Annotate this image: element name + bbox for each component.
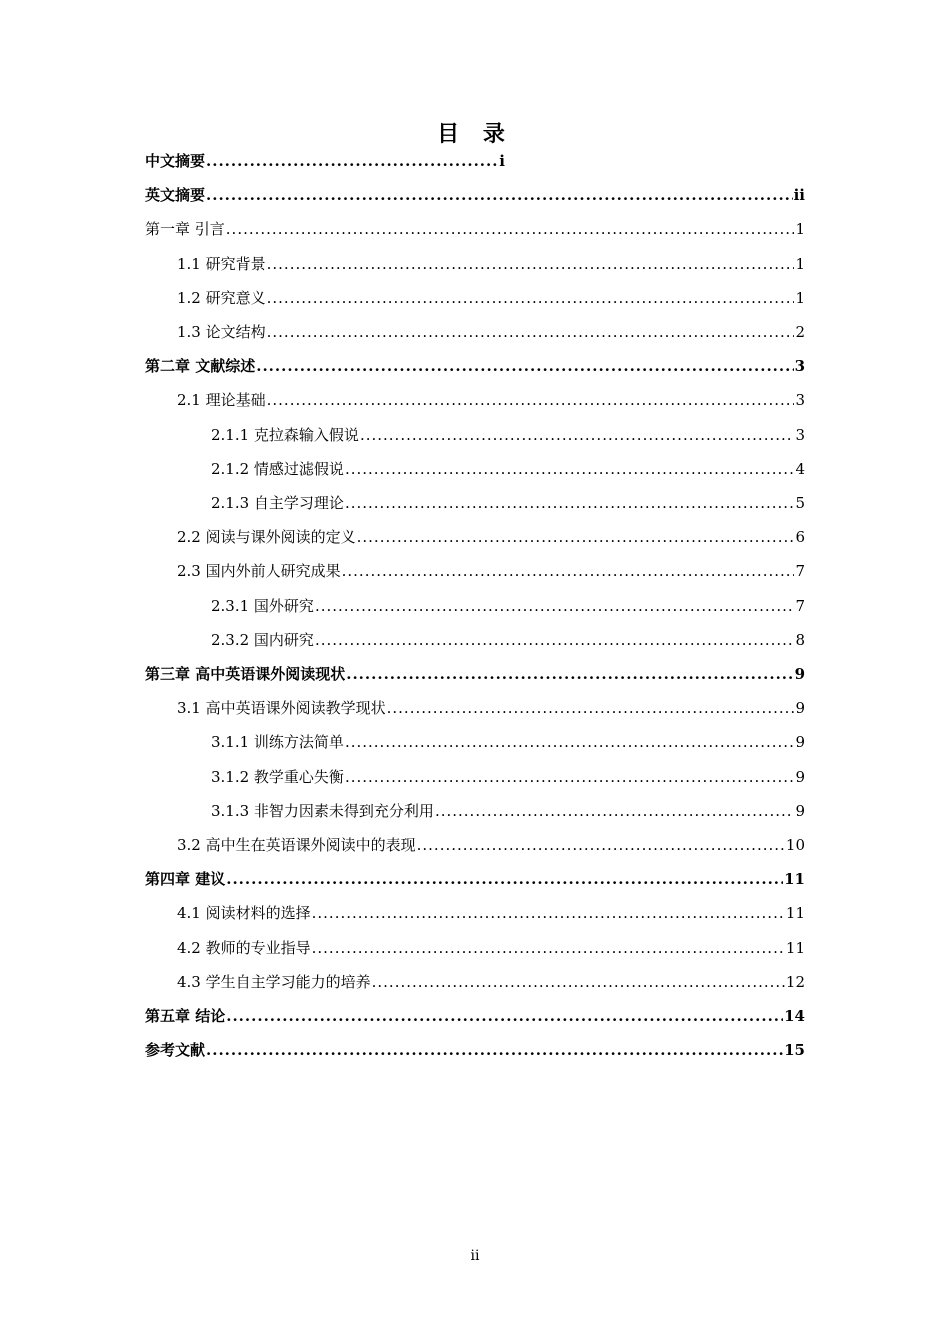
toc-dot-leader [312,902,785,924]
toc-entry-page: 1 [795,254,805,273]
toc-entry-page: 3 [795,425,805,444]
toc-entry[interactable] [145,355,805,377]
toc-entry-page: 4 [795,459,805,478]
toc-entry-label: 第一章 引言 [145,220,225,239]
toc-entry-label: 2.2 阅读与课外阅读的定义 [177,528,356,547]
toc-entry-label: 第三章 高中英语课外阅读现状 [145,665,346,683]
toc-entry-page: 6 [795,528,805,547]
toc-entry-page: 7 [795,596,805,615]
toc-dot-leader [360,424,795,446]
toc-entry-page: 14 [784,1007,805,1025]
toc-entry-label: 第五章 结论 [145,1007,226,1025]
footer-page-number: ii [470,1248,480,1264]
toc-entry-page: 11 [784,870,805,889]
toc-dot-leader [226,868,783,890]
toc-entry[interactable] [211,595,805,617]
toc-dot-leader [267,253,795,275]
toc-entry[interactable] [211,731,805,753]
toc-dot-leader [345,766,795,788]
toc-dot-leader [226,218,795,240]
toc-entry-page: 11 [785,904,805,923]
toc-entry-page: 9 [795,699,805,718]
toc-dot-leader [345,458,795,480]
toc-dot-leader [267,287,795,309]
toc-dot-leader [345,492,795,514]
toc-entry-label: 3.1.1 训练方法简单 [211,733,344,752]
toc-entry-label: 2.1 理论基础 [177,391,266,410]
toc-entry-page: 8 [795,630,805,649]
toc-entry-label: 第二章 文献综述 [145,357,256,376]
toc-dot-leader [357,526,795,548]
toc-entry-page: 11 [785,938,805,957]
toc-entry-label: 2.1.3 自主学习理论 [211,494,344,512]
toc-entry[interactable] [211,800,805,822]
toc-entry[interactable] [177,971,805,993]
toc-entry-page: 2 [795,323,805,341]
toc-dot-leader [387,697,795,719]
toc-dot-leader [345,731,795,753]
toc-entry-page: 9 [795,733,805,752]
toc-entry[interactable] [211,766,805,788]
toc-entry[interactable] [177,902,805,924]
toc-entry[interactable] [145,1039,805,1061]
toc-entry-page: 3 [795,391,805,410]
toc-entry[interactable] [177,287,805,309]
toc-entry-label: 3.1.3 非智力因素未得到充分利用 [211,801,434,820]
toc-entry[interactable] [145,184,805,206]
toc-entry-label: 参考文献 [145,1041,206,1060]
toc-entry[interactable] [177,937,805,959]
toc-entry-label: 2.1.2 情感过滤假说 [211,459,344,478]
toc-dot-leader [206,150,498,172]
toc-entry-label: 2.3 国内外前人研究成果 [177,562,341,581]
toc-dot-leader [226,1005,783,1027]
toc-entry-label: 1.2 研究意义 [177,288,266,307]
toc-entry[interactable] [211,424,805,446]
toc-entry-page: 1 [795,220,805,239]
toc-entry-label: 4.1 阅读材料的选择 [177,904,311,923]
toc-dot-leader [315,595,795,617]
toc-dot-leader [346,663,793,685]
toc-entry-label: 3.2 高中生在英语课外阅读中的表现 [177,836,416,854]
toc-entry-page: i [499,152,505,170]
toc-entry[interactable] [211,629,805,651]
toc-entry[interactable] [177,253,805,275]
toc-dot-leader [372,971,785,993]
toc-entry[interactable] [145,218,805,240]
toc-entry-page: 9 [794,665,805,683]
toc-entry-label: 1.1 研究背景 [177,254,266,273]
toc-dot-leader [435,800,795,822]
toc-entry[interactable] [177,389,805,411]
toc-dot-leader [267,389,795,411]
toc-entry-page: 10 [785,836,805,854]
toc-entry-label: 第四章 建议 [145,870,226,889]
toc-entry-page: 12 [785,972,805,991]
toc-entry-label: 2.3.1 国外研究 [211,596,314,615]
toc-entry-label: 4.2 教师的专业指导 [177,938,311,957]
toc-entry-label: 1.3 论文结构 [177,323,266,341]
toc-entry[interactable] [145,663,805,685]
toc-entry-label: 3.1 高中英语课外阅读教学现状 [177,699,386,718]
toc-entry-page: 15 [784,1041,805,1060]
toc-entry[interactable] [145,150,505,172]
toc-dot-leader [256,355,793,377]
toc-entry-page: 9 [795,801,805,820]
toc-dot-leader [206,1039,783,1061]
toc-dot-leader [417,834,785,856]
toc-dot-leader [315,629,795,651]
toc-entry-label: 4.3 学生自主学习能力的培养 [177,972,371,991]
toc-entry-label: 英文摘要 [145,186,206,205]
toc-entry-label: 3.1.2 教学重心失衡 [211,767,344,786]
toc-entry-label: 中文摘要 [145,152,206,170]
toc-entry-page: ii [793,186,805,205]
toc-dot-leader [206,184,793,206]
toc-entry[interactable] [177,321,805,343]
toc-entry[interactable] [177,560,805,582]
toc-dot-leader [312,937,785,959]
toc-entry-page: 1 [795,288,805,307]
toc-entry[interactable] [177,834,805,856]
toc-entry-label: 2.1.1 克拉森输入假说 [211,425,359,444]
toc-dot-leader [342,560,795,582]
toc-entry-page: 9 [795,767,805,786]
toc-dot-leader [267,321,795,343]
toc-entry-page: 3 [794,357,805,376]
toc-entry[interactable] [211,458,805,480]
page-title: 目 录 [437,122,513,147]
toc-entry-label: 2.3.2 国内研究 [211,630,314,649]
toc-entry[interactable] [145,868,805,890]
toc-entry[interactable] [177,697,805,719]
toc-entry[interactable] [177,526,805,548]
toc-entry-page: 7 [795,562,805,581]
toc-entry[interactable] [145,1005,805,1027]
toc-entry-page: 5 [795,494,805,512]
toc-entry[interactable] [211,492,805,514]
